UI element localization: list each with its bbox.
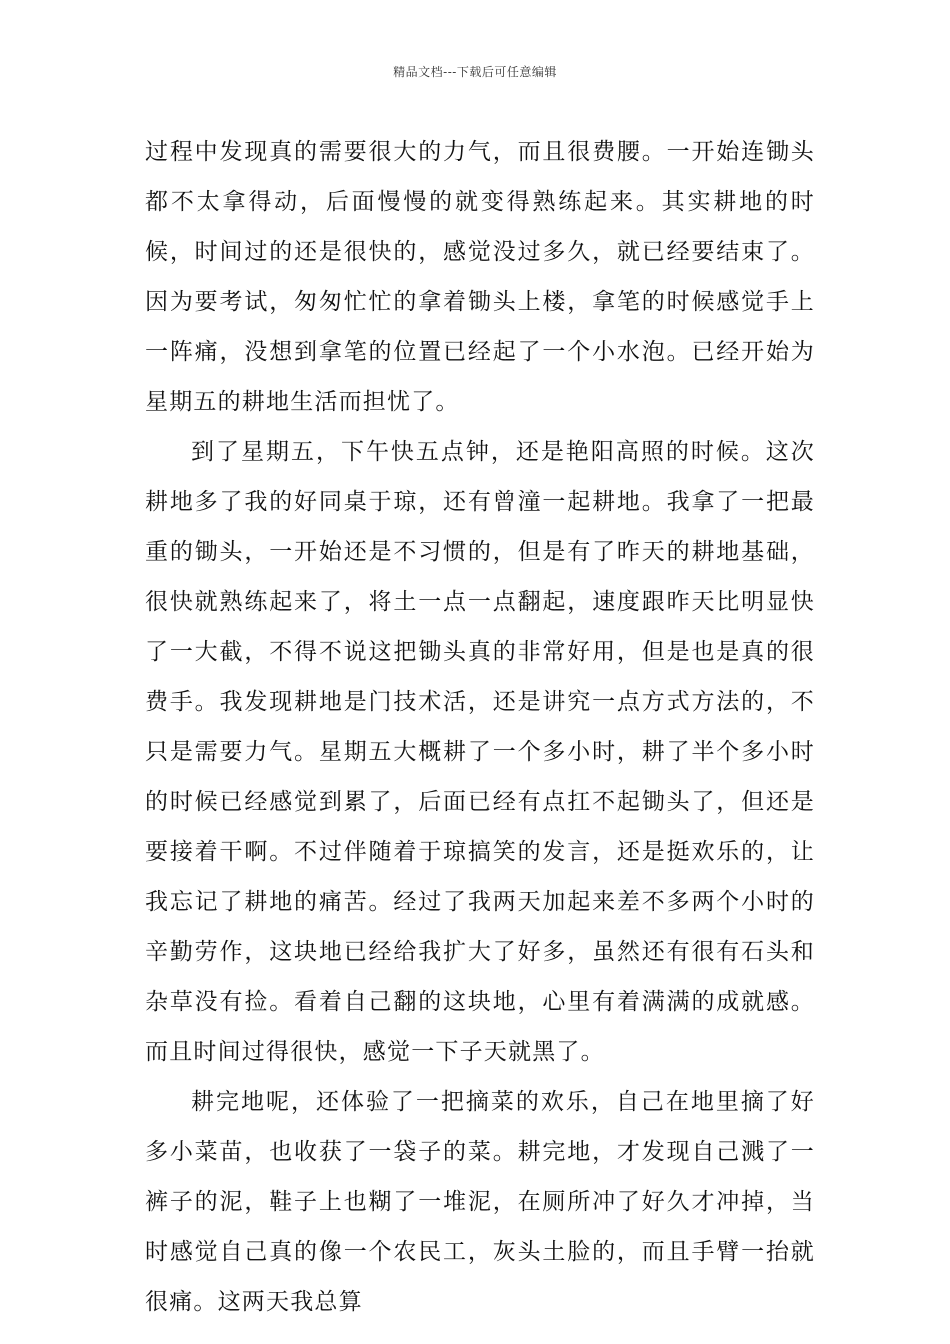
paragraph-3: 耕完地呢，还体验了一把摘菜的欢乐，自己在地里摘了好多小菜苗，也收获了一袋子的菜。耕完地，才发现自己溅了一裤子的泥，鞋子上也糊了一堆泥，在厕所冲了好久才冲掉，当时感觉自己真的像一个农民工，灰头土脸的，而且手臂一抬就很痛。这两天我总算	[145, 1089, 815, 1315]
page-header: 精品文档---下载后可任意编辑	[393, 65, 557, 79]
body-text	[145, 127, 815, 1327]
paragraph-1: 过程中发现真的需要很大的力气，而且很费腰。一开始连锄头都不太拿得动，后面慢慢的就变得熟练起来。其实耕地的时候，时间过的还是很快的，感觉没过多久，就已经要结束了。因为要考试，匆匆忙忙的拿着锄头上楼，拿笔的时候感觉手上一阵痛，没想到拿笔的位置已经起了一个小水泡。已经开始为星期五的耕地生活而担忧了。	[145, 139, 815, 415]
paragraph-2: 到了星期五，下午快五点钟，还是艳阳高照的时候。这次耕地多了我的好同桌于琼，还有曾潼一起耕地。我拿了一把最重的锄头，一开始还是不习惯的，但是有了昨天的耕地基础，很快就熟练起来了，将土一点一点翻起，速度跟昨天比明显快了一大截，不得不说这把锄头真的非常好用，但是也是真的很费手。我发现耕地是门技术活，还是讲究一点方式方法的，不只是需要力气。星期五大概耕了一个多小时，耕了半个多小时的时候已经感觉到累了，后面已经有点扛不起锄头了，但还是要接着干啊。不过伴随着于琼搞笑的发言，还是挺欢乐的，让我忘记了耕地的痛苦。经过了我两天加起来差不多两个小时的辛勤劳作，这块地已经给我扩大了好多，虽然还有很有石头和杂草没有捡。看着自己翻的这块地，心里有着满满的成就感。而且时间过得很快，感觉一下子天就黑了。	[145, 439, 815, 1065]
